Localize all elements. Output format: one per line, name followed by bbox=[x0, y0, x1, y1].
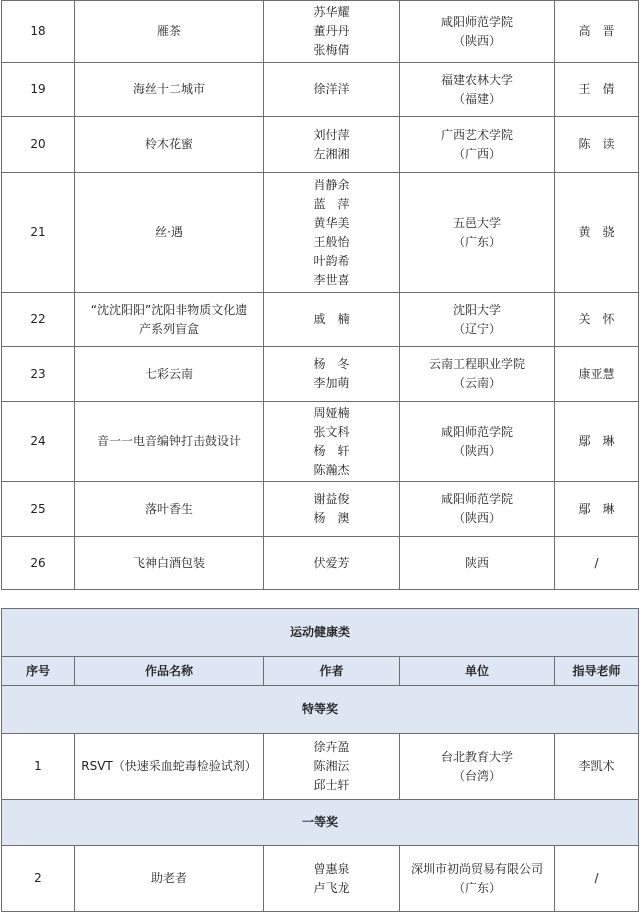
row-unit bbox=[400, 1, 555, 63]
row-title bbox=[75, 63, 264, 117]
unit-line: 台北教育大学 bbox=[440, 749, 513, 764]
author-name: 徐洋洋 bbox=[313, 82, 350, 96]
author-name: 杨 冬 bbox=[313, 357, 350, 371]
row-advisor: / bbox=[555, 537, 639, 590]
row-advisor: 李凯术 bbox=[555, 734, 639, 800]
table-row bbox=[2, 347, 639, 402]
author-name: 伏爱芳 bbox=[313, 555, 350, 570]
row-title bbox=[75, 482, 264, 537]
unit-line: 深圳市初尚贸易有限公司 bbox=[410, 861, 543, 876]
unit-line: 咸阳师范学院 bbox=[440, 14, 513, 29]
table-row bbox=[2, 293, 639, 347]
author-name: 陈瀚杰 bbox=[313, 462, 350, 477]
row-authors bbox=[264, 63, 400, 117]
table-row bbox=[2, 63, 639, 117]
title-line: 丝·遇 bbox=[155, 225, 183, 239]
row-advisor: 高 晋 bbox=[555, 1, 639, 63]
author-name: 曾惠泉 bbox=[313, 861, 350, 876]
row-authors bbox=[264, 173, 400, 293]
table-row bbox=[2, 117, 639, 173]
author-name: 李世喜 bbox=[313, 272, 350, 287]
author-name: 杨 轩 bbox=[313, 443, 350, 458]
row-title bbox=[75, 734, 264, 800]
row-no: 19 bbox=[2, 63, 75, 117]
row-no: 23 bbox=[2, 347, 75, 402]
row-authors bbox=[264, 537, 400, 590]
row-advisor: 陈 读 bbox=[555, 117, 639, 173]
row-no: 22 bbox=[2, 293, 75, 347]
table-row bbox=[2, 482, 639, 537]
author-name: 董丹丹 bbox=[313, 24, 350, 38]
row-title bbox=[75, 402, 264, 482]
award-table-top-body bbox=[2, 1, 639, 590]
title-line: 助老者 bbox=[150, 871, 187, 885]
title-line: 海丝十二城市 bbox=[132, 82, 205, 96]
table-row bbox=[2, 1, 639, 63]
table-row bbox=[2, 173, 639, 293]
title-line: 产系列盲盒 bbox=[138, 321, 199, 336]
award-level-special: 特等奖 bbox=[2, 686, 639, 734]
unit-line: （云南） bbox=[452, 376, 501, 390]
unit-line: 咸阳师范学院 bbox=[440, 492, 513, 506]
row-authors bbox=[264, 846, 400, 912]
table-row bbox=[2, 734, 639, 800]
author-name: 叶韵希 bbox=[313, 253, 350, 268]
unit-line: （陕西） bbox=[452, 443, 501, 458]
award-table-sports-health bbox=[1, 608, 639, 912]
row-unit bbox=[400, 402, 555, 482]
title-line: 落叶香生 bbox=[144, 501, 193, 516]
unit-line: （陕西） bbox=[452, 33, 501, 48]
author-name: 谢益俊 bbox=[313, 492, 350, 506]
unit-line: （陕西） bbox=[452, 511, 501, 525]
row-authors bbox=[264, 402, 400, 482]
row-unit bbox=[400, 537, 555, 590]
header-unit: 单位 bbox=[400, 657, 555, 686]
award-table-top bbox=[1, 0, 639, 590]
row-unit bbox=[400, 482, 555, 537]
row-authors bbox=[264, 734, 400, 800]
row-title bbox=[75, 117, 264, 173]
row-title bbox=[75, 537, 264, 590]
unit-line: （辽宁） bbox=[452, 321, 501, 336]
row-title bbox=[75, 1, 264, 63]
unit-line: （台湾） bbox=[452, 768, 501, 783]
author-name: 刘付萍 bbox=[313, 127, 350, 142]
row-authors bbox=[264, 1, 400, 63]
row-unit bbox=[400, 846, 555, 912]
author-name: 徐卉盈 bbox=[313, 740, 350, 754]
unit-line: （福建） bbox=[452, 91, 501, 106]
row-no: 20 bbox=[2, 117, 75, 173]
author-name: 杨 澳 bbox=[313, 511, 350, 525]
author-name: 蓝 萍 bbox=[313, 196, 350, 211]
author-name: 黄华美 bbox=[313, 215, 350, 230]
author-name: 陈湘沄 bbox=[313, 759, 350, 773]
unit-line: 广西艺术学院 bbox=[440, 127, 513, 142]
unit-line: （广西） bbox=[452, 146, 501, 161]
author-name: 李加萌 bbox=[313, 376, 350, 390]
table-row bbox=[2, 402, 639, 482]
row-no: 2 bbox=[2, 846, 75, 912]
row-title bbox=[75, 173, 264, 293]
row-no: 18 bbox=[2, 1, 75, 63]
title-line: 雁茶 bbox=[156, 24, 181, 38]
title-line: 柃木花蜜 bbox=[144, 137, 193, 151]
unit-line: （广东） bbox=[452, 880, 501, 895]
author-name: 周娅楠 bbox=[313, 405, 350, 420]
author-name: 王般怡 bbox=[313, 234, 350, 249]
row-title bbox=[75, 347, 264, 402]
row-advisor: 黄 骁 bbox=[555, 173, 639, 293]
author-name: 张梅倩 bbox=[313, 43, 350, 57]
header-advisor: 指导老师 bbox=[555, 657, 639, 686]
header-authors: 作者 bbox=[264, 657, 400, 686]
row-advisor: 鄢 琳 bbox=[555, 402, 639, 482]
author-name: 卢飞龙 bbox=[313, 880, 350, 895]
author-name: 邱士轩 bbox=[313, 778, 350, 792]
header-no: 序号 bbox=[2, 657, 75, 686]
row-unit bbox=[400, 63, 555, 117]
title-line: RSVT（快速采血蛇毒检验试剂） bbox=[81, 759, 257, 773]
row-advisor: 鄢 琳 bbox=[555, 482, 639, 537]
author-name: 肖静余 bbox=[313, 177, 350, 192]
row-unit bbox=[400, 734, 555, 800]
table-row bbox=[2, 846, 639, 912]
row-advisor: 王 倩 bbox=[555, 63, 639, 117]
unit-line: 云南工程职业学院 bbox=[428, 357, 525, 371]
row-advisor: / bbox=[555, 846, 639, 912]
row-authors bbox=[264, 347, 400, 402]
author-name: 苏华耀 bbox=[313, 5, 350, 19]
unit-line: 沈阳大学 bbox=[452, 302, 501, 317]
unit-line: （广东） bbox=[452, 234, 501, 249]
row-no: 1 bbox=[2, 734, 75, 800]
unit-line: 陕西 bbox=[464, 555, 489, 570]
author-name: 左湘湘 bbox=[313, 146, 350, 161]
row-authors bbox=[264, 482, 400, 537]
unit-line: 五邑大学 bbox=[452, 215, 501, 230]
row-no: 26 bbox=[2, 537, 75, 590]
row-unit bbox=[400, 293, 555, 347]
title-line: 飞神白酒包装 bbox=[132, 555, 205, 570]
row-no: 24 bbox=[2, 402, 75, 482]
row-unit bbox=[400, 173, 555, 293]
row-title bbox=[75, 846, 264, 912]
row-authors bbox=[264, 293, 400, 347]
category-title: 运动健康类 bbox=[2, 609, 639, 657]
title-line: 七彩云南 bbox=[144, 366, 193, 381]
author-name: 戚 楠 bbox=[313, 312, 350, 326]
row-advisor: 关 怀 bbox=[555, 293, 639, 347]
title-line: “沈沈阳阳”沈阳非物质文化遗 bbox=[90, 302, 248, 317]
row-unit bbox=[400, 117, 555, 173]
unit-line: 咸阳师范学院 bbox=[440, 424, 513, 439]
award-level-first: 一等奖 bbox=[2, 800, 639, 846]
unit-line: 福建农林大学 bbox=[440, 72, 513, 87]
row-title bbox=[75, 293, 264, 347]
header-title: 作品名称 bbox=[75, 657, 264, 686]
row-unit bbox=[400, 347, 555, 402]
table-row bbox=[2, 537, 639, 590]
row-no: 21 bbox=[2, 173, 75, 293]
author-name: 张文科 bbox=[313, 424, 350, 439]
title-line: 音一一电音编钟打击鼓设计 bbox=[96, 434, 241, 448]
row-authors bbox=[264, 117, 400, 173]
header-row bbox=[2, 657, 639, 686]
row-advisor: 康亚慧 bbox=[555, 347, 639, 402]
row-no: 25 bbox=[2, 482, 75, 537]
